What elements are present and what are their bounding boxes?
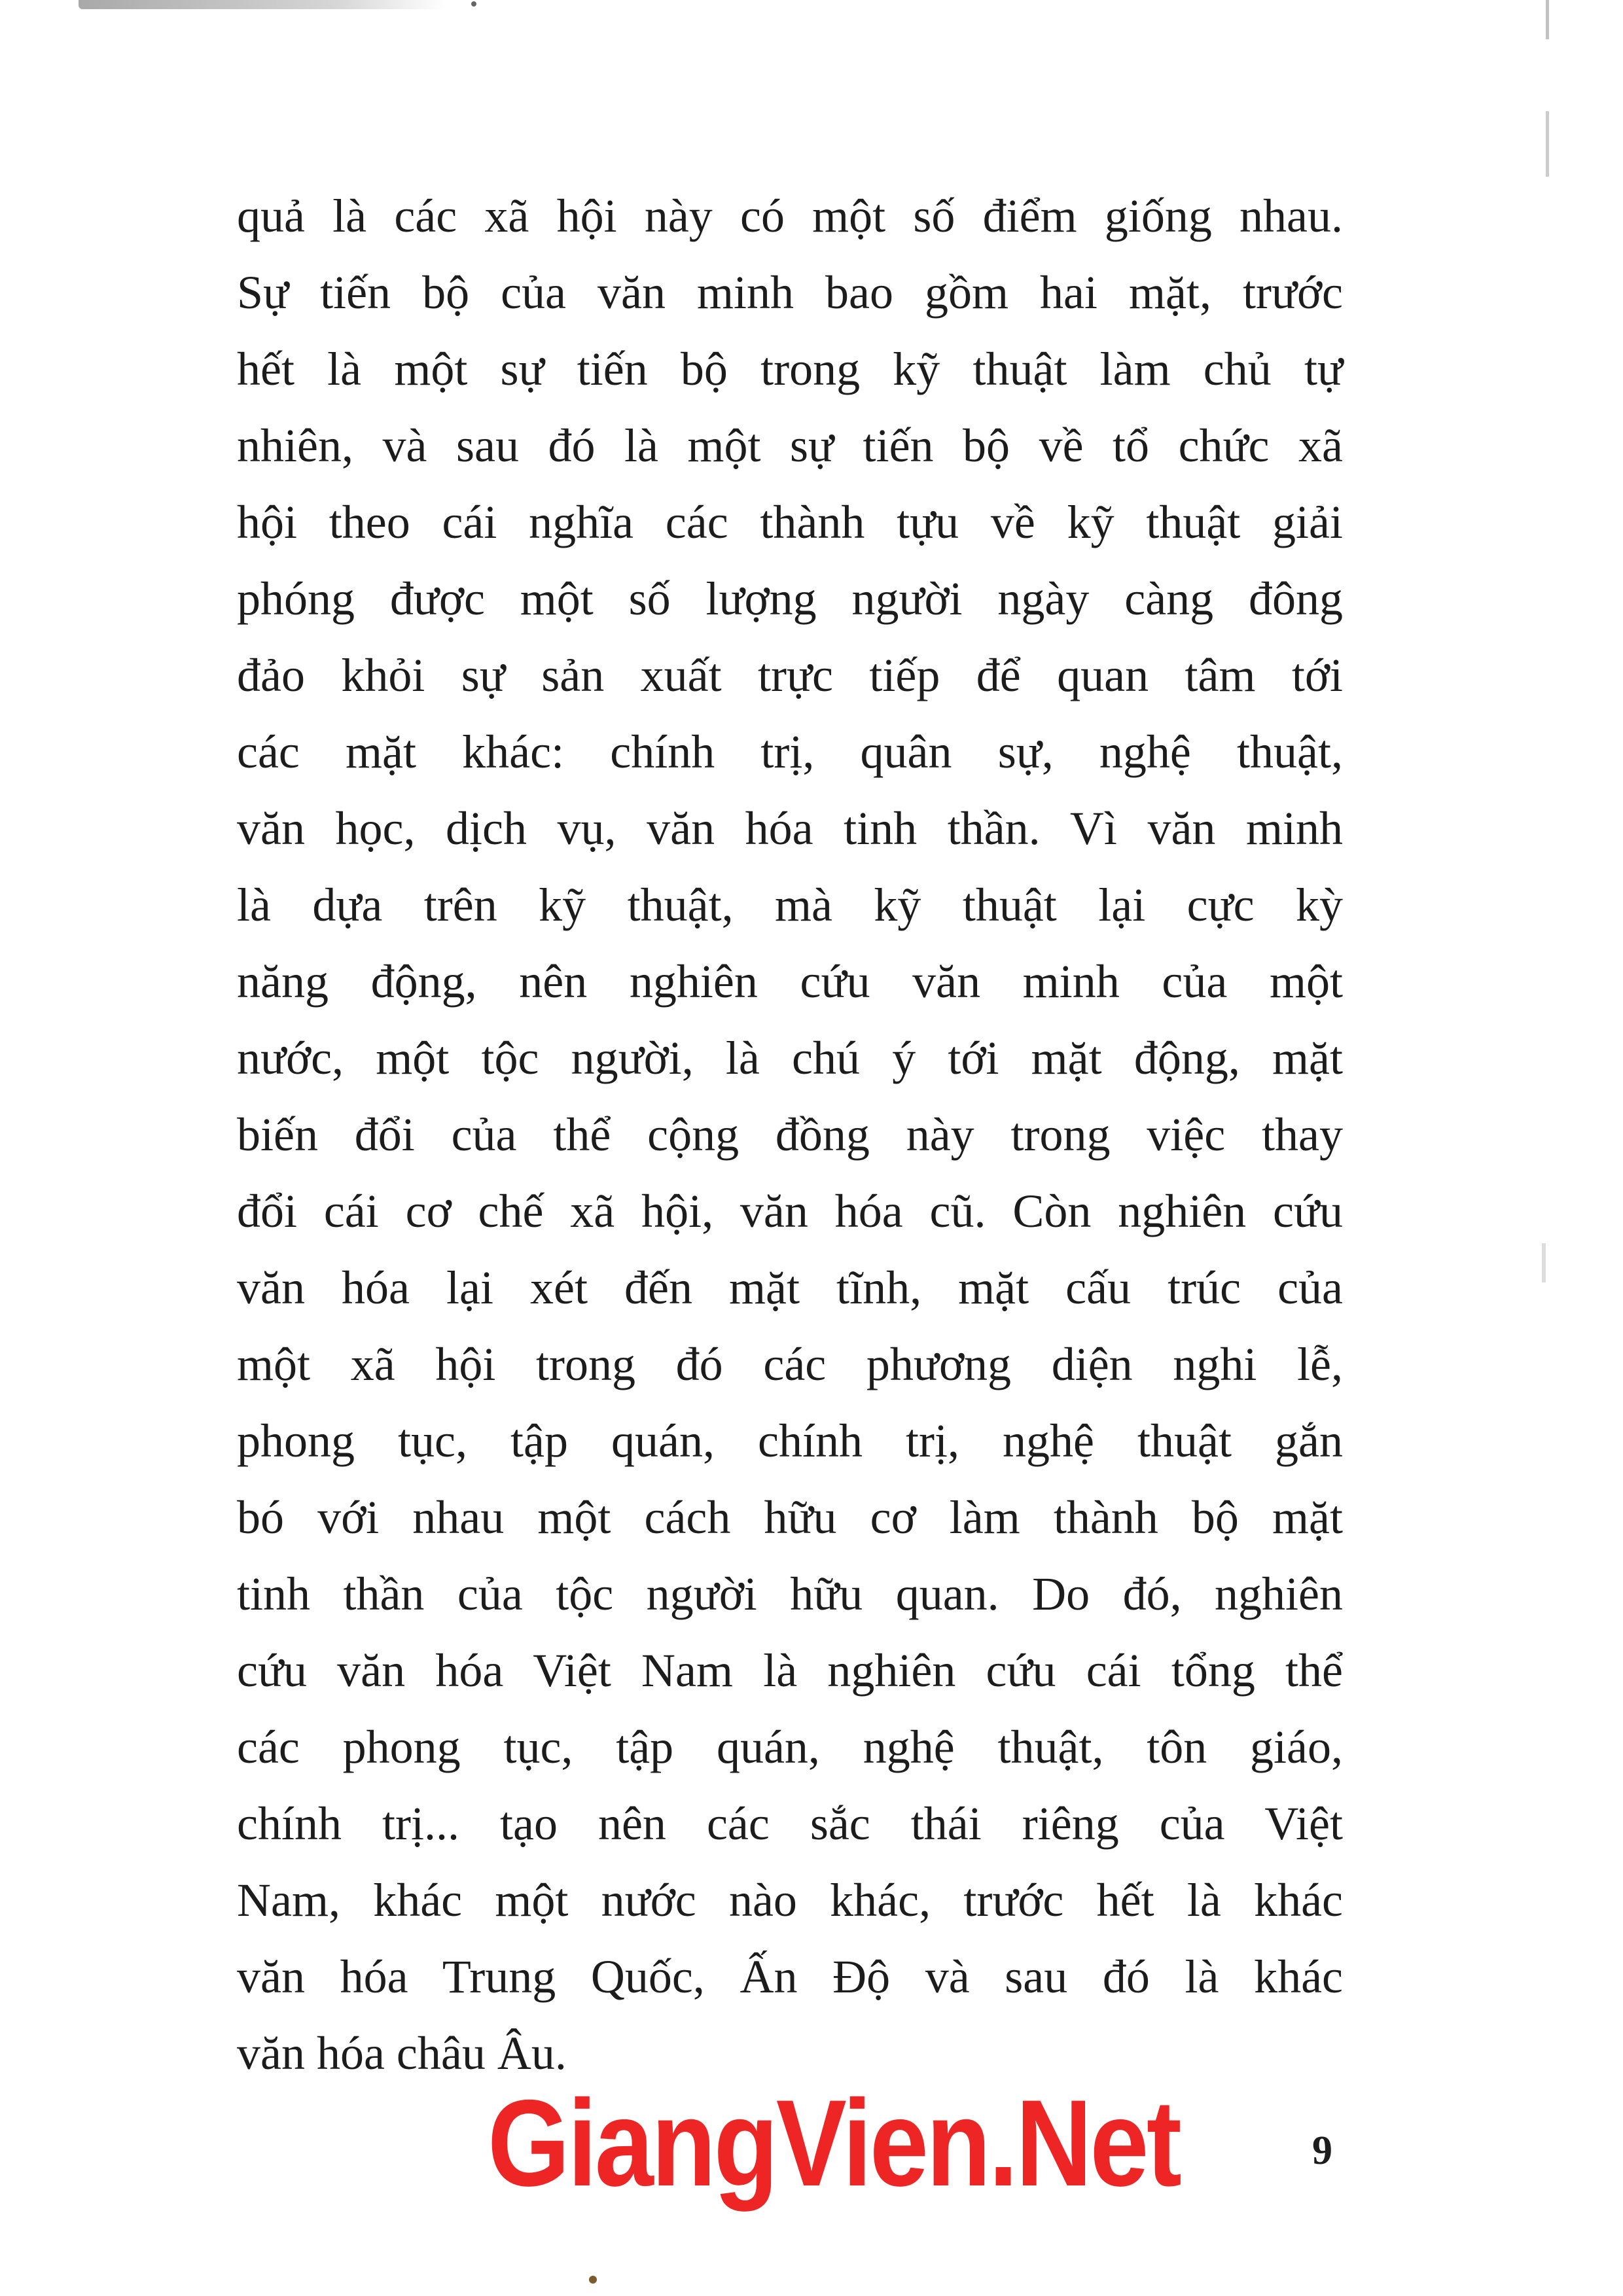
text-line: nhiên, và sau đó là một sự tiến bộ về tổ chức xã	[237, 419, 1343, 472]
scan-edge-artifact	[79, 0, 445, 9]
watermark-logo: GiangVien.Net	[488, 2074, 1180, 2212]
text-line: tinh thần của tộc người hữu quan. Do đó, nghiên	[237, 1568, 1343, 1620]
text-line: đổi cái cơ chế xã hội, văn hóa cũ. Còn nghiên cứu	[237, 1185, 1343, 1237]
text-line: Sự tiến bộ của văn minh bao gồm hai mặt, trước	[237, 266, 1343, 319]
scan-edge-artifact	[1546, 0, 1549, 2296]
text-line: chính trị... tạo nên các sắc thái riêng của Việt	[237, 1797, 1343, 1850]
text-line: văn hóa lại xét đến mặt tĩnh, mặt cấu trúc của	[237, 1262, 1343, 1314]
text-line: biến đổi của thể cộng đồng này trong việc thay	[237, 1108, 1343, 1161]
text-line: phóng được một số lượng người ngày càng đông	[237, 573, 1343, 625]
text-line: các mặt khác: chính trị, quân sự, nghệ thuật,	[237, 726, 1343, 778]
text-line: hội theo cái nghĩa các thành tựu về kỹ thuật giải	[237, 496, 1343, 548]
text-line: cứu văn hóa Việt Nam là nghiên cứu cái tổng thể	[237, 1644, 1343, 1697]
scan-dust-artifact	[471, 1, 476, 7]
text-line: bó với nhau một cách hữu cơ làm thành bộ mặt	[237, 1491, 1343, 1544]
text-line: Nam, khác một nước nào khác, trước hết là khác	[237, 1874, 1343, 1926]
scan-dust-artifact	[589, 2276, 597, 2284]
text-line: phong tục, tập quán, chính trị, nghệ thuật gắn	[237, 1415, 1343, 1467]
text-line: quả là các xã hội này có một số điểm giống nhau.	[237, 190, 1343, 242]
text-line: các phong tục, tập quán, nghệ thuật, tôn giáo,	[237, 1721, 1343, 1773]
text-line: năng động, nên nghiên cứu văn minh của một	[237, 955, 1343, 1008]
text-line: nước, một tộc người, là chú ý tới mặt động, mặt	[237, 1032, 1343, 1084]
text-line: văn hóa châu Âu.	[237, 2027, 567, 2079]
text-line: đảo khỏi sự sản xuất trực tiếp để quan tâm tới	[237, 649, 1343, 701]
text-line: văn học, dịch vụ, văn hóa tinh thần. Vì văn minh	[237, 802, 1343, 855]
body-paragraph	[237, 178, 1343, 2092]
text-line: văn hóa Trung Quốc, Ấn Độ và sau đó là khác	[237, 1951, 1343, 2003]
text-line: hết là một sự tiến bộ trong kỹ thuật làm chủ tự	[237, 343, 1343, 395]
scan-edge-artifact	[1542, 1243, 1546, 1282]
page-number: 9	[1312, 2128, 1332, 2173]
text-line: một xã hội trong đó các phương diện nghi lễ,	[237, 1338, 1343, 1390]
text-line: là dựa trên kỹ thuật, mà kỹ thuật lại cực kỳ	[237, 879, 1343, 931]
